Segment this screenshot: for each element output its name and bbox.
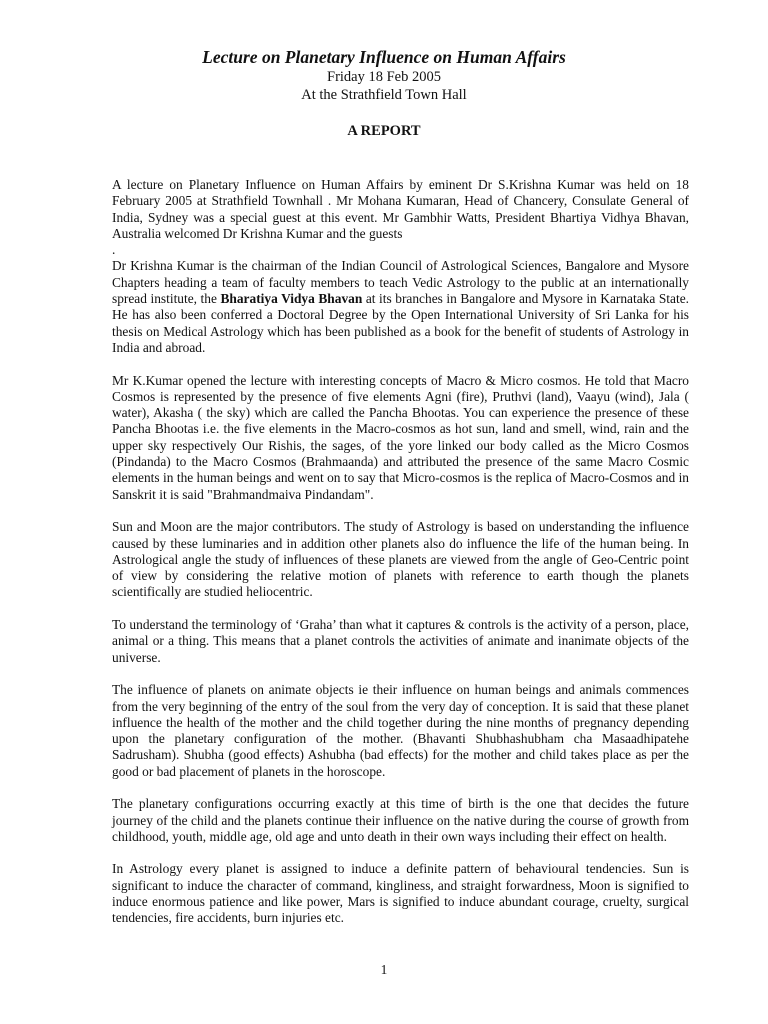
paragraph-sun-moon: Sun and Moon are the major contributors. The study of Astrology is based on understanding the influence caused by these luminaries and in addition other planets also do influence the life of the human being. In Astrological angle the study of influences of these planets are viewed from the angle of Geo-Centric point of view by considering the relative motion of planets with reference to earth though the planets scientifically are studied heliocentric.: [112, 519, 689, 600]
bio-text-end: at its branches in Bangalore and Mysore in Karnataka State. He has also been conferred a Doctoral Degree by the Open International University of Sri Lanka for his thesis on Medical Astrology which has been published as a book for the benefit of students of Astrology in India and abroad.: [112, 291, 689, 355]
paragraph-birth-configuration: The planetary configurations occurring exactly at this time of birth is the one that decides the future journey of the child and the planets continue their influence on the native during the course of growth from childhood, youth, middle age, old age and unto death in their own ways including their effect on health.: [112, 796, 689, 844]
document-title: Lecture on Planetary Influence on Human Affairs: [202, 47, 566, 67]
paragraph-animate-objects: The influence of planets on animate objects ie their influence on human beings and animals commences from the very beginning of the entry of the soul from the very day of conception. It is said that these planet influence the health of the mother and the child together during the nine months of pregnancy depending upon the planetary configuration of the mother. (Bhavanti Shubhashubham cha Masaadhipatehe Sadrusham). Shubha (good effects) Ashubha (bad effects) for the mother and child takes place as per the good or bad placement of planets in the horoscope.: [112, 682, 689, 779]
document-body: [112, 177, 689, 943]
lecture-venue: At the Strathfield Town Hall: [301, 87, 467, 103]
paragraph-planet-tendencies: In Astrology every planet is assigned to induce a definite pattern of behavioural tendencies. Sun is significant to induce the character of command, kingliness, and straight forwardness, Moon is signified to induce enormous patience and like power, Mars is signified to induce abundant courage, cruelty, surgical tendencies, fire accidents, burn injuries etc.: [112, 861, 689, 926]
bio-text-start: Dr Krishna Kumar is the chairman of the Indian Council of Astrological Sciences, Bangalore and Mysore Chapters heading a team of faculty members to teach Vedic Astrology to the public at an internationally spread institute, the: [112, 258, 689, 307]
paragraph-speaker-bio: [112, 258, 689, 356]
page-number: 1: [380, 962, 388, 977]
bio-institution-bold: Bharatiya Vidya Bhavan: [220, 291, 363, 307]
paragraph-macro-micro: Mr K.Kumar opened the lecture with interesting concepts of Macro & Micro cosmos. He told that Macro Cosmos is represented by the presence of five elements Agni (fire), Pruthvi (land), Vaayu (wind), Jala ( water), Akasha ( the sky) which are called the Pancha Bhootas. You can experience the presence of these Pancha Bhootas i.e. the five elements in the Macro-cosmos as hot sun, land and smell, wind, rain and the upper sky respectively Our Rishis, the sages, of the yore linked our body called as the Micro Cosmos (Pindanda) to the Macro Cosmos (Brahmaanda) and attributed the presence of the same Macro Cosmic elements in the human beings and went on to say that Micro-cosmos is the replica of Macro-Cosmos and in Sanskrit it is said "Brahmandmaiva Pindandam".: [112, 372, 689, 502]
report-heading: A REPORT: [347, 123, 421, 139]
paragraph-graha: To understand the terminology of ‘Graha’ than what it captures & controls is the activity of a person, place, animal or a thing. This means that a planet controls the activities of animate and inanimate objects of the universe.: [112, 617, 689, 665]
lecture-date: Friday 18 Feb 2005: [327, 69, 441, 85]
stray-period: .: [112, 242, 116, 258]
paragraph-intro: A lecture on Planetary Influence on Human Affairs by eminent Dr S.Krishna Kumar was held on 18 February 2005 at Strathfield Townhall . Mr Mohana Kumaran, Head of Chancery, Consulate General of India, Sydney was a special guest at this event. Mr Gambhir Watts, President Bhartiya Vidhya Bhavan, Australia welcomed Dr Krishna Kumar and the guests: [112, 177, 689, 241]
